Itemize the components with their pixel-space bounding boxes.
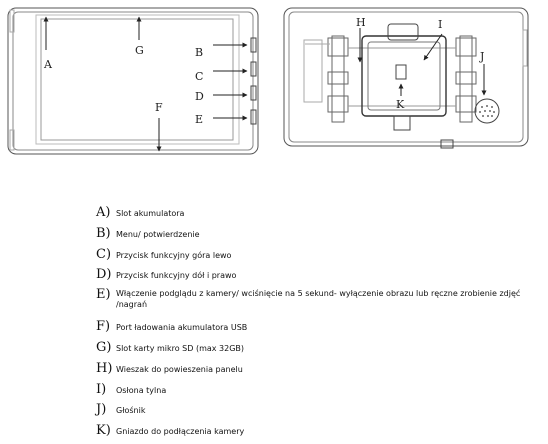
legend-letter: K)	[96, 423, 111, 439]
callout-d: D	[195, 90, 204, 103]
legend-item-c	[96, 247, 536, 268]
legend-letter: I)	[96, 381, 107, 397]
callout-c: C	[195, 70, 204, 83]
legend-text: Przycisk funkcyjny góra lewo	[116, 250, 232, 260]
callout-f: F	[155, 101, 163, 114]
callout-h: H	[356, 16, 366, 29]
legend-letter: F)	[96, 319, 111, 335]
callout-b: B	[195, 46, 204, 59]
legend-item-g	[96, 340, 536, 361]
hook-left-bottom	[328, 96, 348, 112]
back-left-plate	[304, 40, 322, 102]
front-screen-frame	[36, 15, 239, 144]
legend-letter: B)	[96, 225, 111, 241]
camera-socket	[396, 65, 406, 79]
hook-left-top	[328, 38, 348, 56]
legend-text: Slot karty mikro SD (max 32GB)	[116, 343, 245, 353]
legend-text: Slot akumulatora	[116, 209, 185, 218]
legend-letter: D)	[96, 267, 112, 283]
callout-k: K	[396, 98, 405, 111]
legend-letter: J)	[96, 402, 107, 418]
hook-right-track	[460, 36, 472, 122]
hook-right-top	[456, 38, 476, 56]
back-side-slot	[523, 30, 527, 66]
front-housing-inner	[13, 12, 253, 150]
legend-item-f	[96, 319, 536, 340]
legend-letter: C)	[96, 246, 112, 262]
bottom-connector	[441, 140, 453, 148]
legend-text: Menu/ potwierdzenie	[116, 229, 200, 239]
legend-letter: H)	[96, 360, 113, 376]
callout-a: A	[44, 58, 52, 71]
arrow-i	[424, 34, 442, 60]
back-view	[284, 8, 528, 148]
legend-item-k	[96, 423, 536, 444]
legend-item-i	[96, 382, 536, 403]
legend-item-j	[96, 402, 536, 423]
callout-g: G	[135, 44, 144, 57]
hook-left-track	[332, 36, 344, 122]
speaker-dots	[479, 105, 495, 117]
legend-letter: A)	[96, 205, 111, 220]
legend-item-e	[96, 288, 536, 319]
legend-item-a	[96, 205, 536, 226]
legend-text: Gniazdo do podłączenia kamery	[116, 427, 245, 437]
legend	[96, 205, 536, 444]
device-diagram	[0, 0, 548, 200]
callout-j: J	[480, 50, 485, 63]
hook-left-mid	[328, 72, 348, 84]
rear-cover-bottom-tab	[394, 116, 410, 130]
speaker-grille	[475, 99, 499, 123]
legend-item-d	[96, 267, 536, 288]
legend-letter: G)	[96, 339, 112, 355]
front-screen	[41, 19, 233, 140]
hook-right-mid	[456, 72, 476, 84]
legend-text: Port ładowania akumulatora USB	[116, 323, 248, 333]
legend-item-h	[96, 361, 536, 382]
legend-text: Włączenie podglądu z kamery/ wciśnięcie na 5 sekund- wyłączenie obrazu lub ręczne zrobienie zdjęć /nagrań	[116, 289, 521, 310]
legend-text: Osłona tylna	[116, 385, 167, 395]
hook-right-bottom	[456, 96, 476, 112]
rear-cover-top-tab	[388, 24, 418, 40]
callout-i: I	[438, 18, 443, 31]
legend-letter: E)	[96, 287, 111, 303]
legend-text: Głośnik	[116, 406, 146, 416]
legend-text: Przycisk funkcyjny dół i prawo	[116, 271, 237, 281]
legend-text: Wieszak do powieszenia panelu	[116, 364, 243, 374]
callout-e: E	[195, 113, 204, 126]
legend-item-b	[96, 226, 536, 247]
